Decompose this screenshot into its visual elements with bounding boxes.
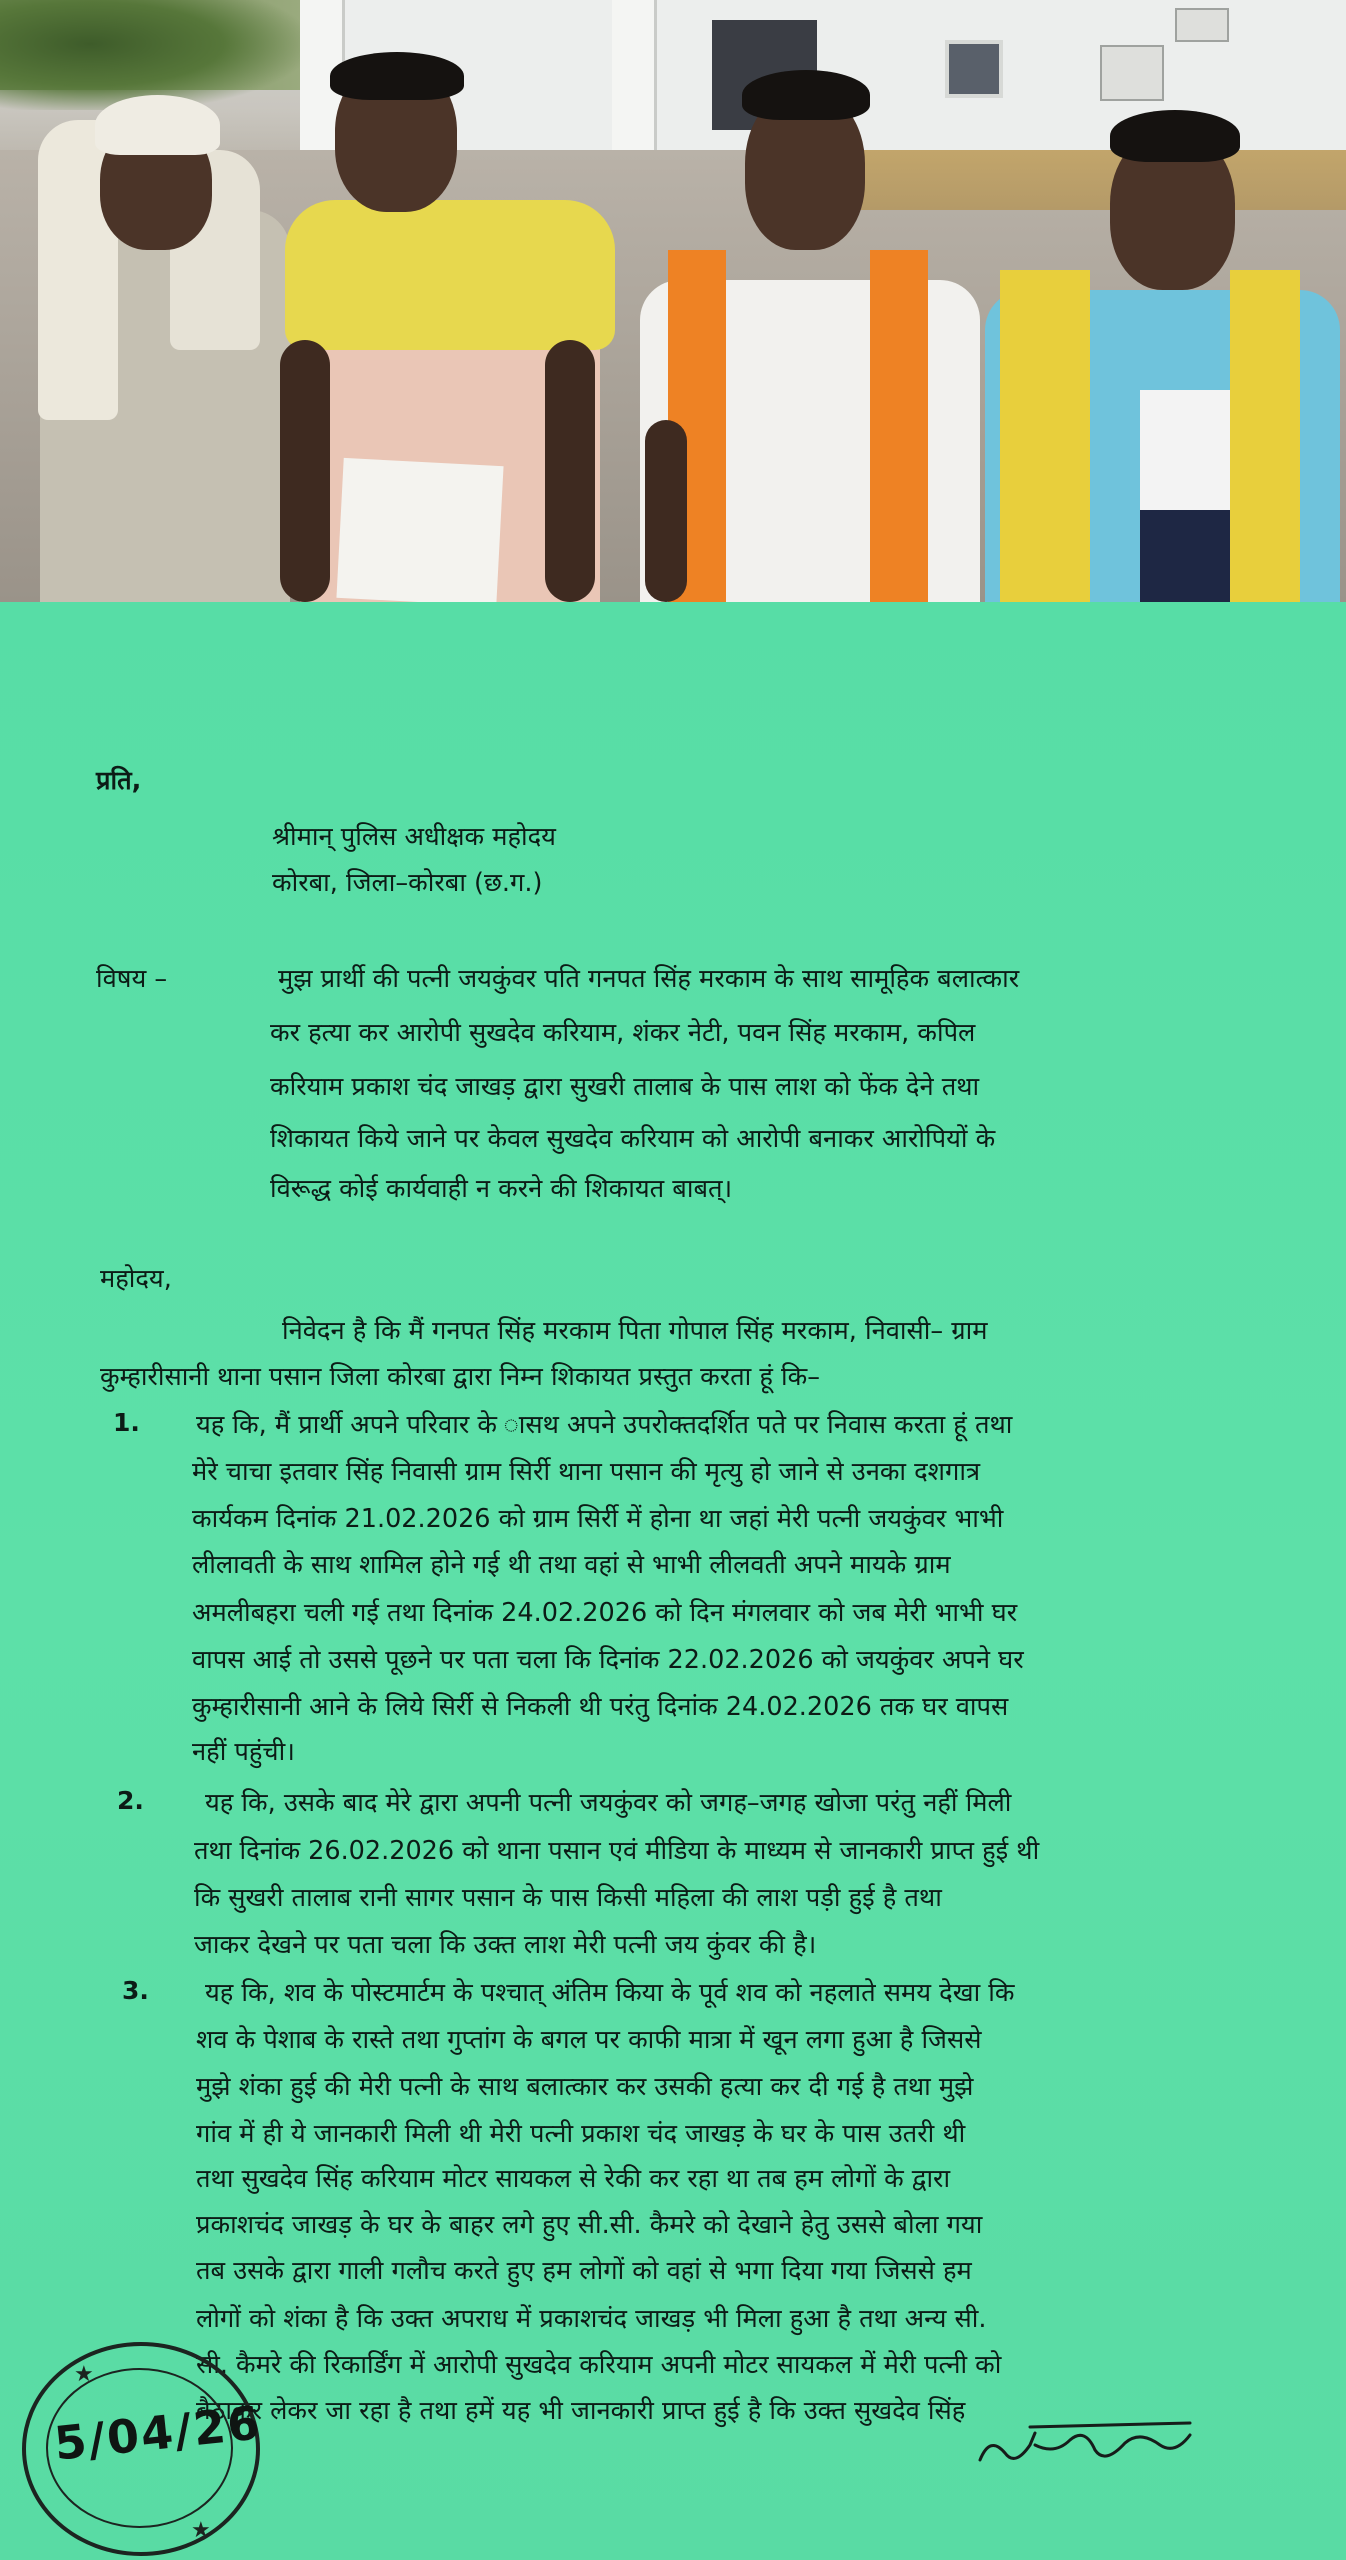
stamp-star-icon: ★: [74, 2362, 94, 2387]
subject-line: करियाम प्रकाश चंद जाखड़ द्वारा सुखरी तालाब के पास लाश को फेंक देने तथा: [270, 1072, 980, 1102]
point-line: प्रकाशचंद जाखड़ के घर के बाहर लगे हुए सी.सी. कैमरे को देखाने हेतु उससे बोला गया: [196, 2210, 983, 2240]
point-line: जाकर देखने पर पता चला कि उक्त लाश मेरी पत्नी जय कुंवर की है।: [194, 1930, 817, 1960]
complaint-letter: [0, 602, 1346, 2560]
point-line: तथा दिनांक 26.02.2026 को थाना पसान एवं मीडिया के माध्यम से जानकारी प्राप्त हुई थी: [194, 1836, 1040, 1866]
point-number: 1.: [113, 1408, 140, 1437]
point-line: तब उसके द्वारा गाली गलौच करते हुए हम लोगों को वहां से भगा दिया गया जिससे हम: [196, 2256, 972, 2286]
header-photo: [0, 0, 1346, 602]
point-line: बैठाकर लेकर जा रहा है तथा हमें यह भी जानकारी प्राप्त हुई है कि उक्त सुखदेव सिंह: [196, 2396, 966, 2426]
subject-line: मुझ प्रार्थी की पत्नी जयकुंवर पति गनपत सिंह मरकाम के साथ सामूहिक बलात्कार: [278, 964, 1020, 994]
point-line: कि सुखरी तालाब रानी सागर पसान के पास किसी महिला की लाश पड़ी हुई है तथा: [194, 1883, 942, 1913]
photo-ac-unit: [1175, 8, 1229, 42]
point-line: यह कि, उसके बाद मेरे द्वारा अपनी पत्नी जयकुंवर को जगह–जगह खोजा परंतु नहीं मिली: [205, 1788, 1012, 1818]
addressee-line-2: कोरबा, जिला–कोरबा (छ.ग.): [272, 868, 543, 898]
intro-line: निवेदन है कि मैं गनपत सिंह मरकाम पिता गोपाल सिंह मरकाम, निवासी– ग्राम: [282, 1316, 988, 1346]
point-line: लोगों को शंका है कि उक्त अपराध में प्रकाशचंद जाखड़ भी मिला हुआ है तथा अन्य सी.: [196, 2304, 987, 2334]
point-line: अमलीबहरा चली गई तथा दिनांक 24.02.2026 को दिन मंगलवार को जब मेरी भाभी घर: [192, 1598, 1018, 1628]
addressee-line-1: श्रीमान् पुलिस अधीक्षक महोदय: [272, 822, 556, 852]
subject-label: विषय –: [96, 964, 168, 994]
stamp-date: 5/04/26: [51, 2395, 264, 2471]
intro-line: कुम्हारीसानी थाना पसान जिला कोरबा द्वारा निम्न शिकायत प्रस्तुत करता हूं कि–: [100, 1362, 820, 1392]
point-line: यह कि, मैं प्रार्थी अपने परिवार के ासथ अपने उपरोक्तदर्शित पते पर निवास करता हूं तथा: [196, 1410, 1013, 1440]
subject-line: शिकायत किये जाने पर केवल सुखदेव करियाम को आरोपी बनाकर आरोपियों के: [270, 1124, 996, 1154]
salutation: महोदय,: [100, 1264, 172, 1294]
photo-window: [945, 40, 1003, 98]
photo-pillar: [612, 0, 657, 165]
point-line: शव के पेशाब के रास्ते तथा गुप्तांग के बगल पर काफी मात्रा में खून लगा हुआ है जिससे: [196, 2025, 982, 2055]
point-number: 3.: [122, 1976, 149, 2005]
handwritten-signature: [975, 2415, 1195, 2475]
point-line: लीलावती के साथ शामिल होने गई थी तथा वहां से भाभी लीलवती अपने मायके ग्राम: [192, 1550, 951, 1580]
shirt-print: [1140, 390, 1240, 510]
subject-line: विरूद्ध कोई कार्यवाही न करने की शिकायत बाबत्।: [270, 1174, 733, 1204]
point-line: तथा सुखदेव सिंह करियाम मोटर सायकल से रेकी कर रहा था तब हम लोगों के द्वारा: [196, 2164, 951, 2194]
point-line: वापस आई तो उससे पूछने पर पता चला कि दिनांक 22.02.2026 को जयकुंवर अपने घर: [192, 1645, 1024, 1675]
held-paper: [336, 458, 503, 602]
point-line: मुझे शंका हुई की मेरी पत्नी के साथ बलात्कार कर उसकी हत्या कर दी गई है तथा मुझे: [196, 2072, 974, 2102]
to-label: प्रति,: [96, 766, 142, 796]
shirt-panel: [1140, 510, 1240, 602]
point-line: कार्यकम दिनांक 21.02.2026 को ग्राम सिर्री में होना था जहां मेरी पत्नी जयकुंवर भाभी: [192, 1504, 1004, 1534]
office-stamp: [22, 2342, 264, 2556]
point-line: सी. कैमरे की रिकार्डिंग में आरोपी सुखदेव करियाम अपनी मोटर सायकल में मेरी पत्नी को: [196, 2350, 1002, 2380]
photo-trees: [0, 0, 300, 110]
point-line: मेरे चाचा इतवार सिंह निवासी ग्राम सिर्री थाना पसान की मृत्यु हो जाने से उनका दशगात्र: [192, 1457, 981, 1487]
point-number: 2.: [117, 1786, 144, 1815]
point-line: नहीं पहुंची।: [192, 1737, 295, 1767]
stamp-star-icon: ★: [191, 2518, 211, 2543]
photo-ac-unit: [1100, 45, 1164, 101]
point-line: गांव में ही ये जानकारी मिली थी मेरी पत्नी प्रकाश चंद जाखड़ के घर के पास उतरी थी: [196, 2119, 966, 2149]
photo-grass: [860, 150, 1346, 210]
point-line: कुम्हारीसानी आने के लिये सिर्री से निकली थी परंतु दिनांक 24.02.2026 तक घर वापस: [192, 1692, 1009, 1722]
subject-line: कर हत्या कर आरोपी सुखदेव करियाम, शंकर नेटी, पवन सिंह मरकाम, कपिल: [270, 1018, 976, 1048]
point-line: यह कि, शव के पोस्टमार्टम के पश्चात् अंतिम किया के पूर्व शव को नहलाते समय देखा कि: [205, 1978, 1015, 2008]
